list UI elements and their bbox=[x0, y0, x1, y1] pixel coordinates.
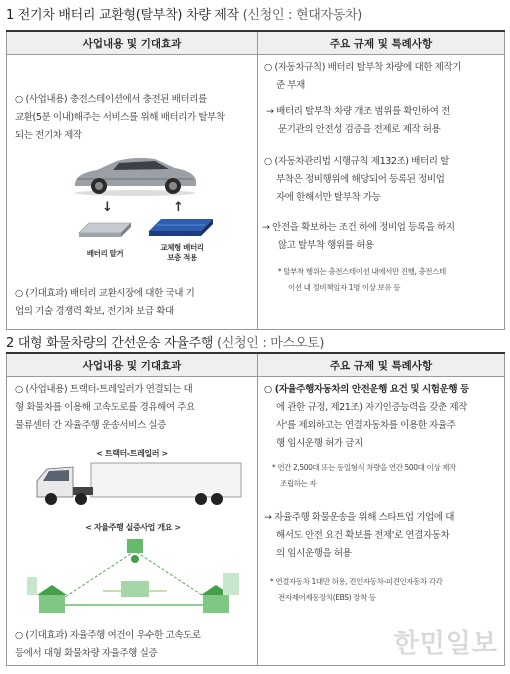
s2-effect-line1: ○ (기대효과) 자율주행 여건이 우수한 고속도로 bbox=[15, 630, 201, 641]
section1-applicant: (신청인 : 현대자동차) bbox=[242, 8, 363, 23]
label-battery-swap-2: 보충 적용 bbox=[167, 253, 197, 262]
section2-table bbox=[6, 352, 505, 666]
section2-left-cell bbox=[7, 377, 257, 665]
section2-title bbox=[6, 332, 324, 351]
s1-biz-line2: 교환(5분 이내)해주는 서비스를 위해 배터리가 탈부착 bbox=[15, 112, 225, 123]
s1-r1-line2: 준 부재 bbox=[276, 80, 305, 91]
s2-biz-line3: 물류센터 간 자율주행 운송서비스 실증 bbox=[15, 420, 166, 431]
electric-car-image bbox=[69, 153, 201, 197]
section2-applicant: (신청인 : 마스오토) bbox=[217, 336, 325, 351]
s2-r1-line3: 사'를 제외하고는 연결자동차를 이용한 자율주 bbox=[276, 420, 456, 431]
s2-r4-line1: * 연결자동차 1대만 허용, 견인자동차-피견인자동차 각각 bbox=[270, 577, 443, 586]
caption-truck: < 트랙터-트레일러 > bbox=[96, 449, 168, 458]
s1-effect-line1: ○ (기대효과) 배터리 교환시장에 대한 국내 기 bbox=[15, 288, 195, 299]
arrow-down-icon: ↓ bbox=[102, 200, 113, 215]
caption-overview: < 자율주행 실증사업 개요 > bbox=[85, 523, 181, 532]
section1-header-left: 사업내용 및 기대효과 bbox=[7, 31, 258, 55]
s2-r2-line1: * 연간 2,500대 또는 동일형식 차량을 연간 500대 이상 제작 bbox=[272, 463, 456, 472]
s1-r3-line3: 자에 한해서만 탈부착 가능 bbox=[276, 192, 381, 203]
s1-biz-line1: ○ (사업내용) 충전스테이션에서 충전된 배터리를 bbox=[15, 94, 207, 105]
battery-pack-image bbox=[77, 219, 133, 241]
label-battery-swap-1: 교체형 배터리 bbox=[160, 243, 204, 252]
s1-r5-line1: * 탈부착 행위는 충전스테이션 내에서만 진행, 충전스테 bbox=[278, 267, 446, 276]
s2-effect-line2: 등에서 대형 화물차량 자율주행 실증 bbox=[15, 648, 158, 659]
section1-table bbox=[6, 30, 505, 330]
swap-battery-image bbox=[147, 215, 215, 241]
s2-biz-line2: 형 화물차를 이용해 고속도로를 경유해여 주요 bbox=[15, 402, 195, 413]
s1-effect-line2: 업의 기술 경쟁력 확보, 전기차 보급 확대 bbox=[15, 306, 174, 317]
tractor-trailer-image bbox=[33, 457, 243, 509]
s2-r3-line3: 의 임시운행을 허용 bbox=[276, 548, 352, 559]
s1-r1-line1: ○ (자동차규칙) 배터리 탈부착 차량에 대한 제작기 bbox=[264, 62, 461, 73]
section1-header-right: 주요 규제 및 특례사항 bbox=[258, 31, 505, 55]
label-battery-remove: 배터리 탈거 bbox=[86, 249, 124, 258]
s2-r3-line1: → 자율주행 화물운송을 위해 스타트업 기업에 대 bbox=[264, 512, 455, 523]
s2-biz-line1: ○ (사업내용) 트랙터-트레일러가 연결되는 대 bbox=[15, 384, 193, 395]
arrow-up-icon: ↑ bbox=[173, 200, 184, 215]
section2-header-left: 사업내용 및 기대효과 bbox=[7, 353, 258, 377]
s2-r1-line2: 에 관한 규정, 제21조) 자기인증능력을 갖춘 제작 bbox=[276, 402, 467, 413]
s1-r2-line2: 문기관의 안전성 검증을 전제로 제작 허용 bbox=[278, 124, 441, 135]
s2-r4-line2: 전자제어제동장치(EBS) 장착 등 bbox=[278, 593, 376, 602]
section1-right-cell bbox=[258, 55, 504, 329]
section1-left-cell bbox=[7, 55, 257, 329]
section2-header-right: 주요 규제 및 특례사항 bbox=[258, 353, 505, 377]
section2-title-text: 2 대형 화물차량의 간선운송 자율주행 bbox=[6, 336, 214, 351]
watermark-logo: 한민일보 bbox=[393, 629, 498, 659]
label-battery-swap bbox=[147, 243, 217, 263]
s1-r4-line2: 않고 탈부착 행위를 허용 bbox=[278, 240, 374, 251]
s2-r2-line2: 조립하는 자 bbox=[280, 479, 317, 488]
section2-right-cell bbox=[258, 377, 504, 665]
s1-r3-line1: ○ (자동차관리법 시행규칙 제132조) 배터리 탈 bbox=[264, 156, 449, 167]
s1-r3-line2: 부착은 정비행위에 해당되어 등록된 정비업 bbox=[276, 174, 445, 185]
s1-r5-line2: 이션 내 정비책임자 1명 이상 보유 등 bbox=[288, 283, 401, 292]
section1-title bbox=[6, 4, 362, 23]
s1-r4-line1: → 안전을 확보하는 조건 하에 정비업 등록을 하지 bbox=[262, 222, 455, 233]
autonomous-pilot-diagram bbox=[23, 533, 247, 629]
s1-biz-line3: 되는 전기차 제작 bbox=[15, 130, 82, 141]
section1-title-text: 1 전기차 배터리 교환형(탈부착) 차량 제작 bbox=[6, 8, 239, 23]
s2-r3-line2: 해서도 안전 요건 확보를 전제'로 연결자동차 bbox=[276, 530, 450, 541]
s2-r1-line4: 행 임시운행 허가 금지 bbox=[276, 438, 363, 449]
s1-r2-line1: → 배터리 탈부착 차량 개조 범위를 확인하여 전 bbox=[266, 106, 450, 117]
s2-r1-line1: ○ (자율주행자동차의 안전운행 요건 및 시험운행 등 bbox=[264, 384, 469, 395]
